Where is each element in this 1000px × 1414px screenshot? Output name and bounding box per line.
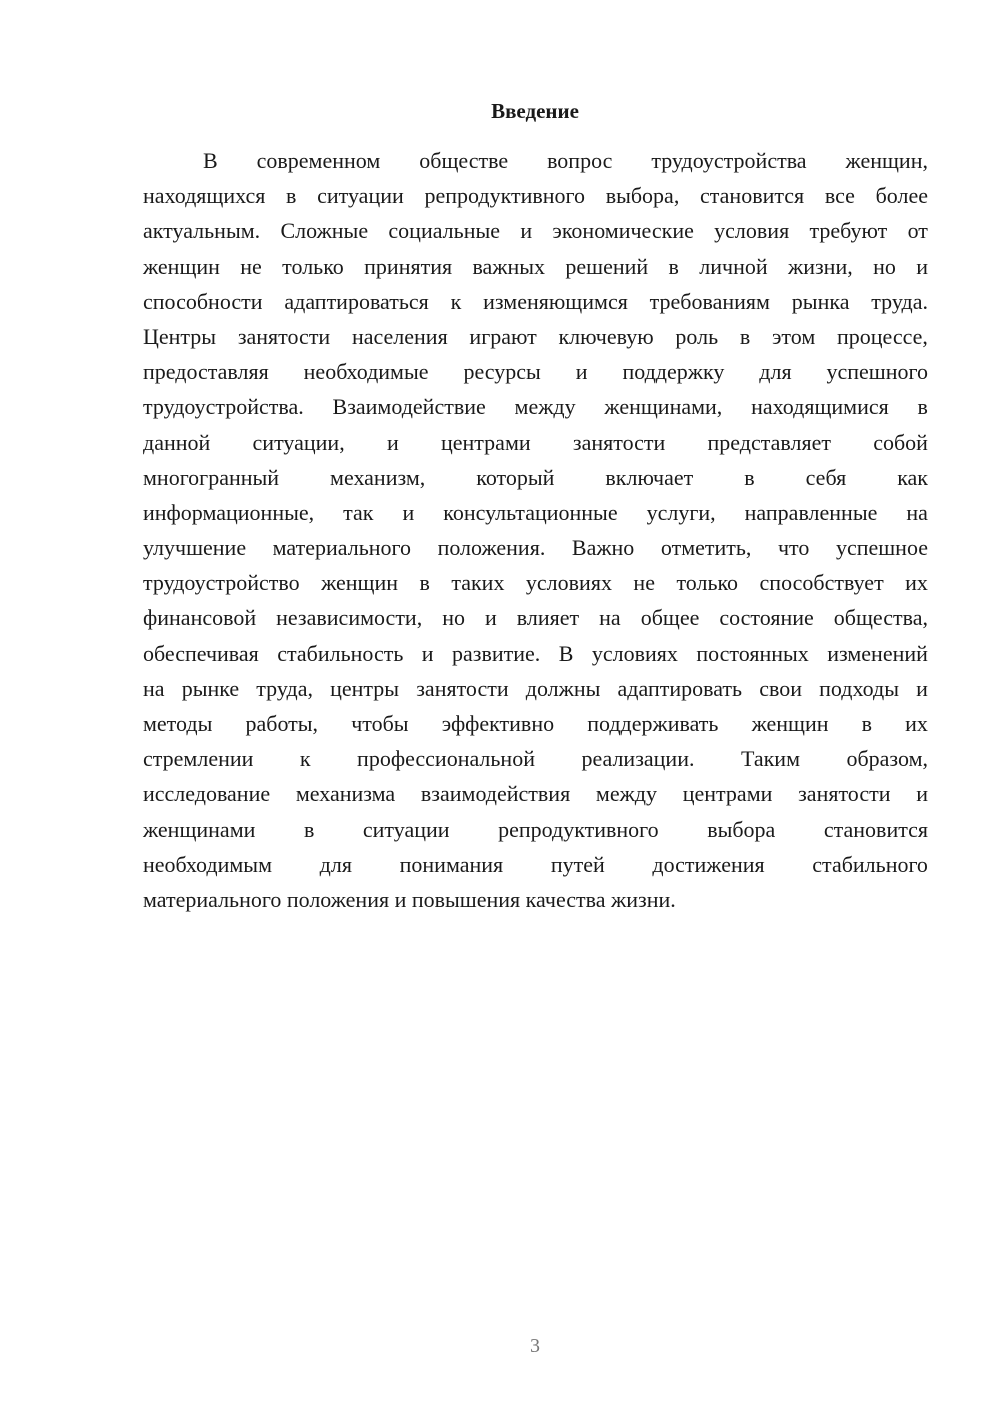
word: занятости: [798, 781, 891, 807]
word: как: [897, 464, 928, 490]
text-line: [143, 741, 928, 776]
word: этом: [771, 323, 816, 349]
word: реализации.: [581, 746, 695, 772]
word: современном: [256, 148, 381, 173]
word: между: [595, 781, 658, 807]
word: между: [514, 394, 576, 420]
word: развитие.: [452, 640, 541, 666]
word: условиях: [591, 640, 678, 666]
word: выбора,: [605, 183, 680, 209]
word: данной: [143, 429, 211, 455]
word: репродуктивного: [424, 183, 585, 209]
word: стабильность: [277, 640, 404, 666]
text-line: [143, 671, 928, 706]
word: ситуации: [317, 183, 404, 209]
word: способствует: [759, 570, 884, 596]
word: но: [442, 605, 465, 631]
text-line: [143, 249, 928, 284]
word: необходимые: [303, 359, 429, 385]
word: влияет: [516, 605, 580, 631]
word: методы: [143, 711, 213, 736]
word: механизма: [295, 781, 396, 807]
text-line: [143, 284, 928, 319]
word: улучшение: [143, 535, 247, 561]
word: консультационные: [443, 499, 618, 525]
word: в: [861, 711, 873, 736]
word: решений: [565, 253, 649, 279]
word: образом,: [846, 746, 928, 772]
word: механизм,: [330, 464, 426, 490]
word: собой: [873, 429, 928, 455]
word: и: [421, 640, 434, 666]
word: в: [917, 394, 928, 420]
word: условия: [714, 218, 790, 244]
word: и: [916, 781, 928, 807]
word: трудоустройства: [651, 148, 807, 173]
word: ресурсы: [463, 359, 541, 385]
word: жизни,: [788, 253, 853, 279]
word: принятия: [364, 253, 453, 279]
word: не: [240, 253, 262, 279]
word: женщин: [321, 570, 399, 596]
word: финансовой: [143, 605, 257, 631]
word: только: [676, 570, 739, 596]
word: поддерживать: [587, 711, 719, 736]
text-line: [143, 213, 928, 248]
word: необходимым: [143, 851, 273, 877]
text-line: [143, 389, 928, 424]
word: в: [739, 323, 751, 349]
word: в: [303, 816, 315, 842]
word: роль: [675, 323, 719, 349]
text-line: [143, 319, 928, 354]
word: обществе: [419, 148, 509, 173]
text-line: [143, 600, 928, 635]
word: женщин,: [845, 148, 928, 173]
word: исследование: [143, 781, 271, 807]
word: ситуации,: [252, 429, 345, 455]
word: взаимодействия: [420, 781, 571, 807]
word: процессе,: [837, 323, 928, 349]
word: В: [558, 640, 574, 666]
word: Сложные: [280, 218, 369, 244]
word: работы,: [245, 711, 319, 736]
word: путей: [550, 851, 605, 877]
word: женщин: [751, 711, 829, 736]
word: подходы: [819, 675, 899, 701]
word: населения: [351, 323, 448, 349]
word: вопрос: [547, 148, 613, 173]
word: труда,: [256, 675, 313, 701]
section-heading: Введение: [491, 99, 579, 123]
text-line: [143, 706, 928, 741]
word: и: [386, 429, 399, 455]
word: чтобы: [351, 711, 409, 736]
word: все: [824, 183, 855, 209]
word: репродуктивного: [498, 816, 659, 842]
word: направленные: [744, 499, 878, 525]
word: представляет: [707, 429, 831, 455]
word: к: [299, 746, 311, 772]
word: женщинами: [143, 816, 256, 842]
word: положения.: [437, 535, 546, 561]
word: и: [520, 218, 533, 244]
word: что: [777, 535, 810, 561]
word: более: [875, 183, 928, 209]
word: важных: [472, 253, 546, 279]
text-line: [143, 636, 928, 671]
text-line: [143, 354, 928, 389]
word: личной: [699, 253, 768, 279]
word: Таким: [740, 746, 800, 772]
word: поддержку: [622, 359, 725, 385]
word: и: [485, 605, 497, 631]
word: Взаимодействие: [332, 394, 486, 420]
text-line: [143, 460, 928, 495]
word: трудоустройство: [143, 570, 300, 596]
word: экономические: [552, 218, 694, 244]
word: общее: [640, 605, 700, 631]
word: но: [873, 253, 896, 279]
text-line: [143, 847, 928, 882]
word: для: [319, 851, 352, 877]
word: требуют: [809, 218, 888, 244]
word: находящимися: [751, 394, 889, 420]
text-line: [143, 530, 928, 565]
word: эффективно: [441, 711, 555, 736]
text-line: [143, 178, 928, 213]
word: актуальным.: [143, 218, 261, 244]
word: и: [916, 675, 928, 701]
word: успешное: [835, 535, 928, 561]
word: адаптироваться: [284, 288, 429, 314]
word: для: [759, 359, 792, 385]
word: не: [633, 570, 655, 596]
word: отметить,: [660, 535, 752, 561]
text-line: [143, 776, 928, 811]
word: должны: [525, 675, 601, 701]
word: Центры: [143, 323, 217, 349]
text-line: [143, 495, 928, 530]
word: находящихся: [143, 183, 266, 209]
word: постоянных: [696, 640, 809, 666]
word: услуги,: [646, 499, 716, 525]
word: себя: [805, 464, 847, 490]
word: на: [906, 499, 928, 525]
word: и: [916, 253, 928, 279]
word: состояние: [719, 605, 814, 631]
text-line: [143, 565, 928, 600]
word: центрами: [440, 429, 531, 455]
word: материального: [272, 535, 411, 561]
word: только: [282, 253, 344, 279]
word: стабильного: [812, 851, 928, 877]
word: в: [744, 464, 755, 490]
word: женщин: [143, 253, 220, 279]
word: свои: [759, 675, 802, 701]
word: В: [203, 148, 218, 173]
word: занятости: [237, 323, 331, 349]
word: успешного: [826, 359, 928, 385]
word: в: [668, 253, 679, 279]
word: условиях: [525, 570, 612, 596]
word: достижения: [652, 851, 765, 877]
word: так: [343, 499, 374, 525]
word: женщинами,: [604, 394, 723, 420]
body-paragraph: [143, 143, 928, 917]
word: ситуации: [362, 816, 450, 842]
word: информационные,: [143, 499, 315, 525]
word: ключевую: [558, 323, 654, 349]
word: понимания: [399, 851, 504, 877]
page-number: 3: [530, 1335, 540, 1357]
word: рынке: [181, 675, 240, 701]
word: общества,: [833, 605, 928, 631]
word: изменяющимся: [483, 288, 628, 314]
word: в: [286, 183, 297, 209]
word: трудоустройства.: [143, 394, 304, 420]
word: Важно: [571, 535, 635, 561]
word: в: [419, 570, 430, 596]
word: стремлении: [143, 746, 254, 772]
word: и: [575, 359, 588, 385]
word: центрами: [682, 781, 773, 807]
text-line: [143, 425, 928, 460]
word: труда.: [871, 288, 928, 314]
word: многогранный: [143, 464, 280, 490]
text-line: [143, 812, 928, 847]
word: на: [143, 675, 165, 701]
word: становится: [700, 183, 805, 209]
word: занятости: [416, 675, 509, 701]
word: профессиональной: [357, 746, 535, 772]
word: и: [402, 499, 415, 525]
word: их: [905, 570, 928, 596]
word: обеспечивая: [143, 640, 259, 666]
word: выбора: [707, 816, 776, 842]
word: играют: [469, 323, 537, 349]
word: способности: [143, 288, 263, 314]
word: от: [907, 218, 928, 244]
word: включает: [605, 464, 694, 490]
word: на: [599, 605, 621, 631]
word: предоставляя: [143, 359, 269, 385]
word: рынка: [791, 288, 850, 314]
word: таких: [451, 570, 505, 596]
word: занятости: [572, 429, 666, 455]
word: который: [476, 464, 555, 490]
word: становится: [823, 816, 928, 842]
word: их: [905, 711, 928, 736]
word: социальные: [388, 218, 501, 244]
text-line: материального положения и повышения качества жизни.: [143, 886, 676, 912]
word: требованиям: [649, 288, 770, 314]
word: к: [450, 288, 462, 314]
word: центры: [330, 675, 400, 701]
word: адаптировать: [617, 675, 743, 701]
word: изменений: [827, 640, 928, 666]
text-line: [143, 143, 928, 178]
word: независимости,: [276, 605, 423, 631]
